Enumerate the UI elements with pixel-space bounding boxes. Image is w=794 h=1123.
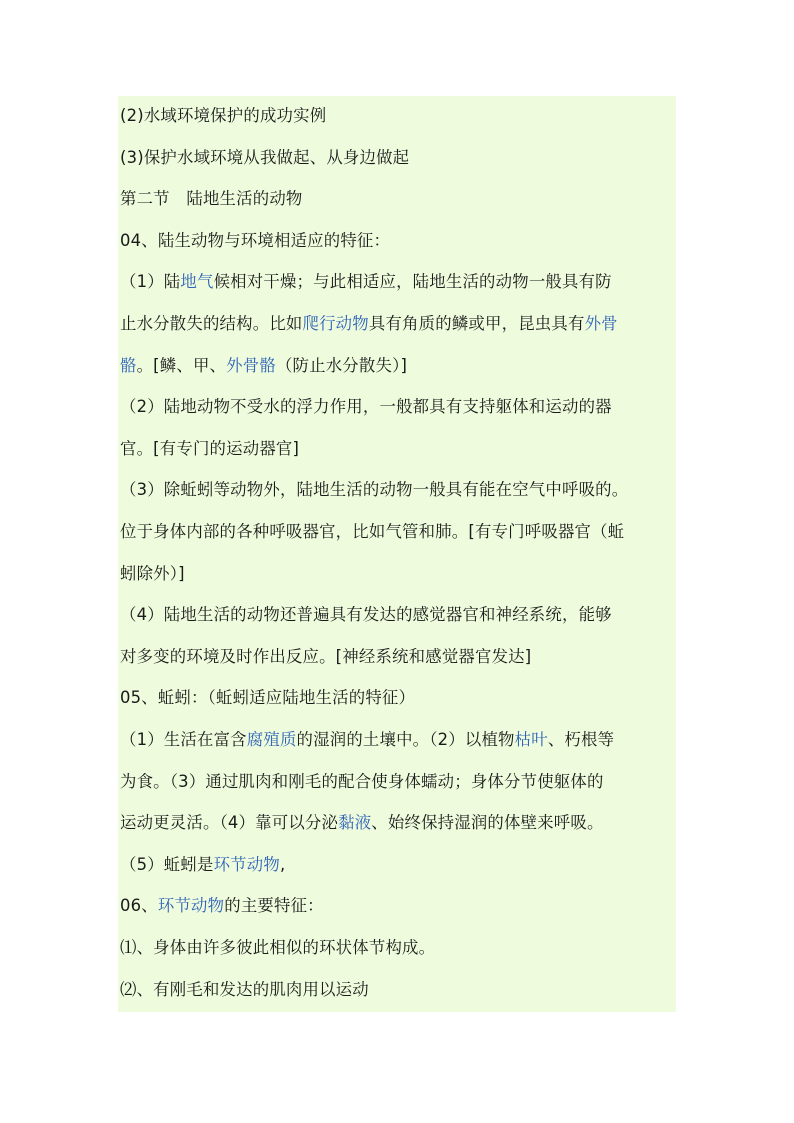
text-segment: 止水分散失的结构。比如 xyxy=(120,314,303,333)
term-link[interactable]: 黏液 xyxy=(338,813,372,833)
term-link[interactable]: 爬行动物 xyxy=(302,314,369,333)
text-line xyxy=(120,812,604,834)
text-segment: 、朽根等 xyxy=(547,730,615,749)
text-line xyxy=(120,313,618,335)
text-segment: （5）蚯蚓是 xyxy=(120,854,214,874)
term-link[interactable]: 腐殖质 xyxy=(246,730,297,749)
term-link[interactable]: 骼 xyxy=(120,355,137,375)
text-line xyxy=(120,147,409,169)
term-link[interactable]: 地气 xyxy=(180,272,214,292)
text-segment: (3)保护水域环境从我做起、从身边做起 xyxy=(120,147,410,167)
text-segment: 对多变的环境及时作出反应。[神经系统和感觉器官发达] xyxy=(120,646,532,666)
text-line xyxy=(120,271,612,293)
text-segment: ⑵、有刚毛和发达的肌肉用以运动 xyxy=(120,979,369,999)
term-link[interactable]: 枯叶 xyxy=(514,730,548,749)
text-segment: 、始终保持湿润的体壁来呼吸。 xyxy=(371,813,604,833)
text-segment: （1）生活在富含 xyxy=(120,730,247,749)
text-segment: （1）陆 xyxy=(120,272,181,292)
text-segment: (2)水域环境保护的成功实例 xyxy=(120,106,327,125)
text-line xyxy=(120,105,326,127)
text-line xyxy=(120,438,299,460)
text-segment: 为食。（3）通过肌肉和刚毛的配合使身体蠕动；身体分节使躯体的 xyxy=(120,771,604,791)
term-link[interactable]: 环节动物 xyxy=(213,854,280,874)
text-segment: （4）陆地生活的动物还普遍具有发达的感觉器官和神经系统，能够 xyxy=(120,605,612,625)
text-line xyxy=(120,937,435,959)
text-line xyxy=(120,355,407,377)
text-segment: 第二节 陆地生活的动物 xyxy=(120,189,303,209)
text-segment: 具有角质的鳞或甲，昆虫具有 xyxy=(368,314,585,333)
text-line xyxy=(120,563,185,585)
text-segment: 蚓除外）] xyxy=(120,563,185,583)
text-line xyxy=(120,521,624,543)
text-segment: （2）陆地动物不受水的浮力作用，一般都具有支持躯体和运动的器 xyxy=(120,397,612,417)
term-link[interactable]: 外骨 xyxy=(584,314,618,333)
text-segment: 运动更灵活。（4）靠可以分泌 xyxy=(120,813,339,833)
text-line xyxy=(120,230,390,252)
text-segment: , xyxy=(279,854,286,874)
text-segment: 候相对干燥；与此相适应，陆地生活的动物一般具有防 xyxy=(213,272,612,292)
text-segment: 05、蚯蚓：（蚯蚓适应陆地生活的特征） xyxy=(120,688,416,708)
text-line xyxy=(120,687,415,709)
text-line xyxy=(120,646,531,668)
text-segment: （3）除蚯蚓等动物外，陆地生活的动物一般具有能在空气中呼吸的。 xyxy=(120,480,629,500)
text-line xyxy=(120,895,324,917)
text-line xyxy=(120,188,303,210)
text-line xyxy=(120,979,369,1001)
text-segment: ⑴、身体由许多彼此相似的环状体节构成。 xyxy=(120,938,436,957)
text-line xyxy=(120,771,604,793)
text-line xyxy=(120,479,628,501)
text-line xyxy=(120,729,614,751)
text-line xyxy=(120,396,612,418)
term-link[interactable]: 环节动物 xyxy=(157,896,225,916)
text-segment: 04、陆生动物与环境相适应的特征： xyxy=(120,230,391,250)
text-line xyxy=(120,604,612,626)
text-segment: 的主要特征： xyxy=(224,896,324,916)
text-segment: 。[鳞、甲、 xyxy=(136,355,227,375)
text-segment: 06、 xyxy=(120,896,158,916)
text-segment: 的湿润的土壤中。（2）以植物 xyxy=(296,730,515,749)
term-link[interactable]: 外骨骼 xyxy=(226,355,276,375)
text-segment: 官。[有专门的运动器官] xyxy=(120,438,300,458)
text-segment: （防止水分散失）] xyxy=(275,355,408,375)
text-line xyxy=(120,854,285,876)
text-segment: 位于身体内部的各种呼吸器官，比如气管和肺。[有专门呼吸器官（蚯 xyxy=(120,522,625,541)
